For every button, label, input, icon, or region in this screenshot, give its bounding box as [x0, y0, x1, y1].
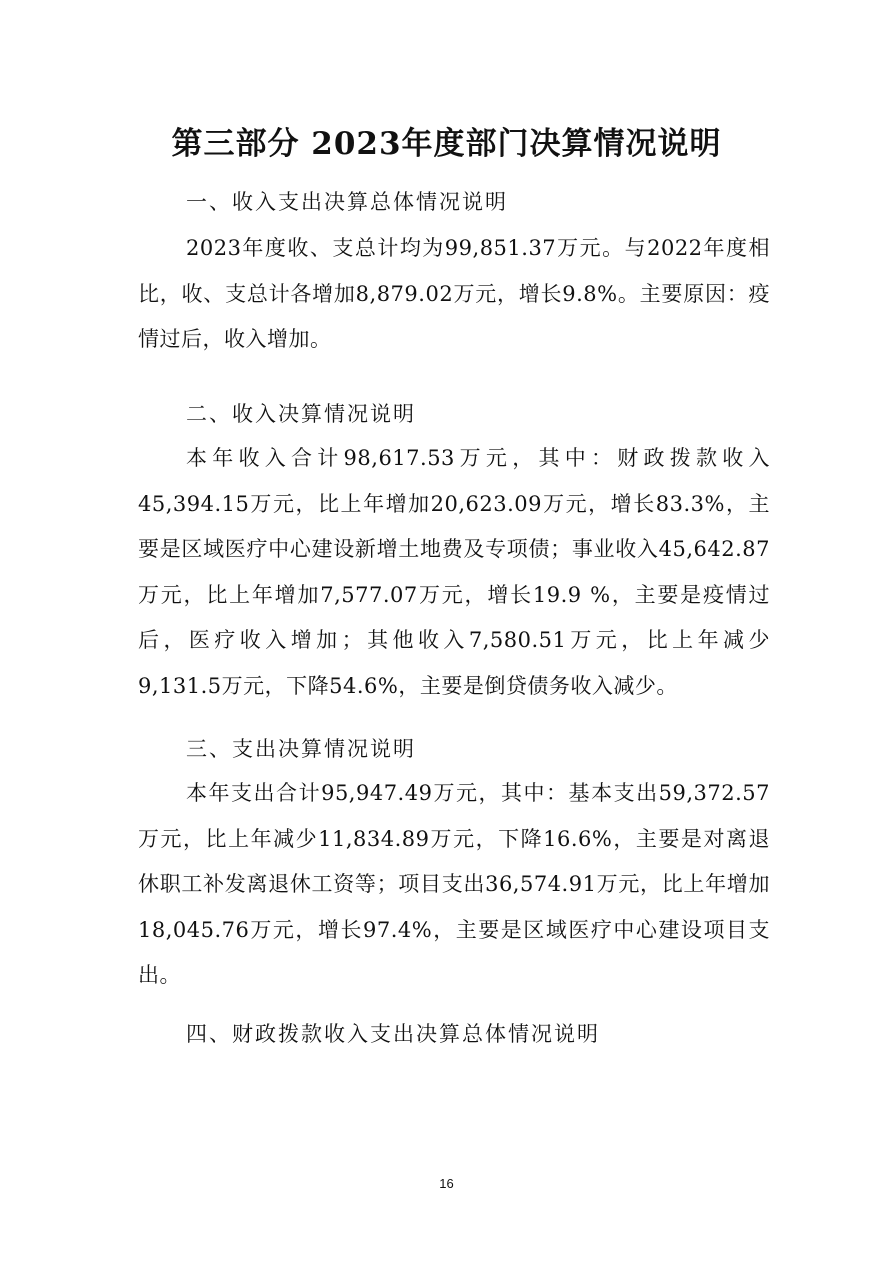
- section-heading-4: 四、财政拨款收入支出决算总体情况说明: [186, 1022, 600, 1046]
- section-heading-3: 三、支出决算情况说明: [186, 737, 416, 761]
- section-paragraph-3: 本年支出合计95,947.49万元，其中：基本支出59,372.57万元，比上年减少11,834.89万元，下降16.6%，主要是对离退休职工补发离退休工资等；项目支出36,574.91万元，比上年增加18,045.76万元，增长97.4%，主要是区域医疗中心建设项目支出。: [138, 781, 770, 987]
- page-title: 第三部分 2023年度部门决算情况说明: [171, 126, 722, 162]
- section-heading-1: 一、收入支出决算总体情况说明: [186, 190, 508, 214]
- page-number: 16: [439, 1176, 454, 1191]
- section-paragraph-2: 本年收入合计98,617.53万元，其中：财政拨款收入45,394.15万元，比上年增加20,623.09万元，增长83.3%，主要是区域医疗中心建设新增土地费及专项债；事业收入45,642.87万元，比上年增加7,577.07万元，增长19.9 %，主要是疫情过后，医疗收入增加；其他收入7,580.51万元，比上年减少9,131.5万元，下降54.6%，主要是倒贷债务收入减少。: [138, 446, 770, 698]
- section-paragraph-1: 2023年度收、支总计均为99,851.37万元。与2022年度相比，收、支总计各增加8,879.02万元，增长9.8%。主要原因：疫情过后，收入增加。: [138, 236, 770, 351]
- section-heading-2: 二、收入决算情况说明: [186, 402, 416, 426]
